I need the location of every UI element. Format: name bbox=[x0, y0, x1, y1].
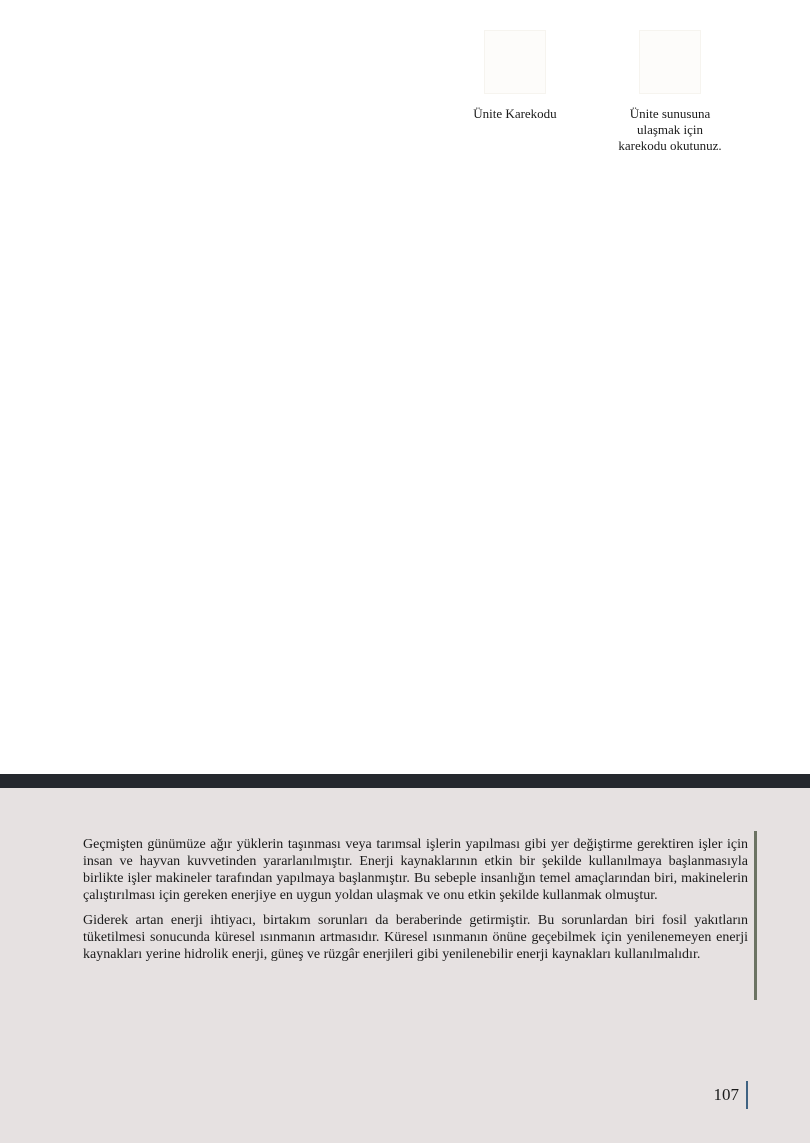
dark-divider-band bbox=[0, 774, 810, 788]
presentation-qr-code[interactable] bbox=[639, 30, 701, 94]
unit-qr-code[interactable] bbox=[484, 30, 546, 94]
presentation-qr-caption bbox=[618, 106, 721, 154]
intro-paragraph: Giderek artan enerji ihtiyacı, birtakım sorunları da beraberinde getirmiştir. Bu sorunlardan biri fosil yakıtların tüketilmesi sonucunda küresel ısınmanın artmasıdır. Küresel ısınmanın önüne geçebilmek için yenilenemeyen enerji kaynakları yerine hidrolik enerji, güneş ve rüzgâr enerjileri gibi yenilenebilir enerji kaynakları kullanılmalıdır. bbox=[83, 913, 748, 962]
presentation-qr-caption-line: Ünite sunusuna bbox=[629, 106, 711, 121]
presentation-qr-caption-line: ulaşmak için bbox=[636, 122, 704, 137]
presentation-qr-block bbox=[608, 30, 732, 154]
intro-text bbox=[83, 836, 748, 971]
unit-qr-caption-text: Ünite Karekodu bbox=[473, 106, 557, 121]
unit-intro-panel bbox=[0, 788, 810, 1143]
presentation-qr-caption-line: karekodu okutunuz. bbox=[618, 138, 722, 153]
unit-qr-caption bbox=[473, 106, 556, 122]
page-number: 107 bbox=[713, 1085, 739, 1104]
page-number-rule bbox=[746, 1081, 748, 1109]
intro-paragraph: Geçmişten günümüze ağır yüklerin taşınması veya tarımsal işlerin yapılması gibi yer değiştirme gerektiren işler için insan ve hayvan kuvvetinden yararlanılmıştır. Enerji kaynaklarının etkin bir şekilde kullanılmaya başlanmasıyla birlikte işler makineler tarafından yapılmaya başlanmıştır. Bu sebeple insanlığın temel amaçlarından biri, makinelerin çalıştırılması için gereken enerjiye en uygun yoldan ulaşmak ve onu etkin şekilde kullanmak olmuştur. bbox=[83, 837, 748, 903]
intro-accent-rule bbox=[754, 831, 757, 1000]
unit-qr-block bbox=[460, 30, 570, 122]
